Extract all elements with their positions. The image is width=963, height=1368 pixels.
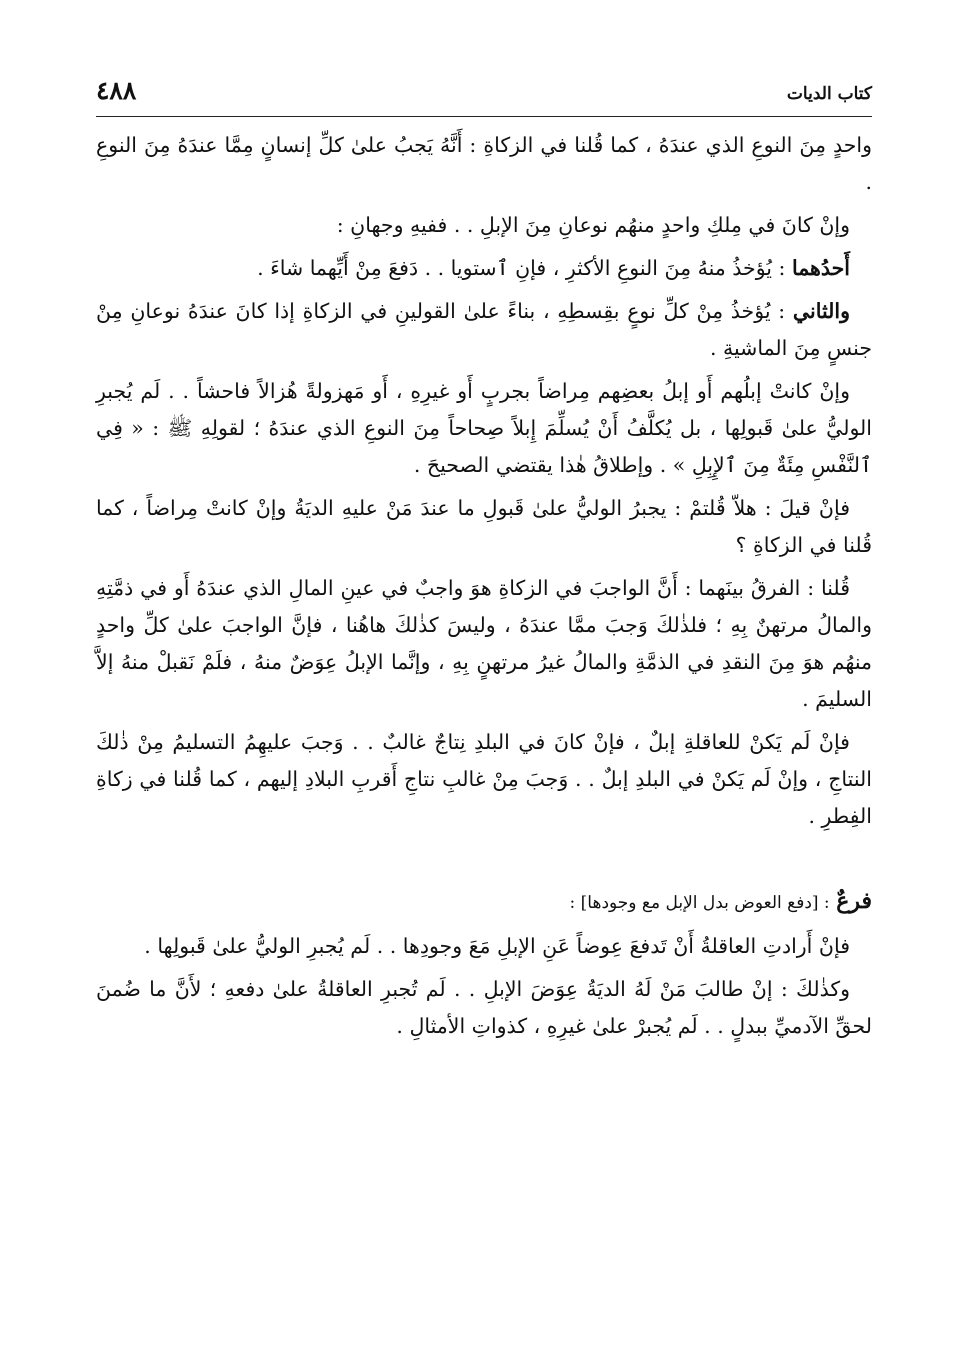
section-gap xyxy=(96,841,872,883)
paragraph-6: فإنْ قيلَ : هلاّ قُلتمْ : يجبرُ الوليُّ علىٰ قَبولِ ما عندَ مَنْ عليهِ الديَةُ وإنْ كانتْ مِراضاً ، كما قُلنا في الزكاةِ ؟ xyxy=(96,496,872,557)
branch-label: فرعٌ xyxy=(836,888,872,914)
book-page xyxy=(96,76,872,1316)
paragraph-4 xyxy=(96,293,872,367)
second-view-label: والثاني xyxy=(792,299,850,323)
running-title: كتاب الديات xyxy=(786,84,872,104)
branch-heading xyxy=(96,883,872,922)
paragraph-8: فإنْ لَم يَكنْ للعاقلةِ إبلٌ ، فإنْ كانَ في البلدِ نِتاجٌ غالبٌ . . وَجبَ عليهِمُ التسليمُ مِنْ ذٰلكَ النتاجِ ، وإنْ لَم يَكنْ في البلدِ إبلٌ . . وَجبَ مِنْ غالبِ نتاجِ أَقربِ البلادِ إليهم ، كما قُلنا في زكاةِ الفِطرِ . xyxy=(96,730,872,828)
first-view-text: : يُؤخذُ منهُ مِنَ النوعِ الأكثرِ ، فإنِ ٱستويا . . دَفعَ مِنْ أَيِّهما شاءَ . xyxy=(257,256,786,280)
page-header xyxy=(96,76,872,117)
page-body xyxy=(96,127,872,1045)
paragraph-1: واحدٍ مِنَ النوعِ الذي عندَهُ ، كما قُلنا في الزكاةِ : أَنَّهُ يَجبُ علىٰ كلِّ إنسانٍ مِمَّا عندَهُ مِنَ النوعِ . xyxy=(96,133,872,194)
second-view-text: : يُؤخذُ مِنْ كلِّ نوعٍ بقِسطِهِ ، بناءً علىٰ القولينِ في الزكاةِ إذا كانَ عندَهُ نوعانِ مِنْ جنسٍ مِنَ الماشيةِ . xyxy=(96,299,872,360)
page-number: ٤٨٨ xyxy=(96,76,137,105)
paragraph-3 xyxy=(96,250,872,287)
paragraph-5: وإنْ كانتْ إبلُهم أَو إبلُ بعضِهم مِراضاً بجربٍ أَو غيرِهِ ، أَو مَهزولةً هُزالاً فاحشاً . . لَم يُجبرِ الوليُّ علىٰ قَبولِها ، بل يُكلَّفُ أَنْ يُسلِّمَ إِبلاً صِحاحاً مِنَ النوعِ الذي عندَهُ ؛ لقولِهِ ﷺ : « فِي ٱلنَّفْسِ مِئَةٌ مِنَ ٱلإِبِلِ » . وإطلاقُ هٰذا يقتضي الصحيحَ . xyxy=(96,379,872,477)
branch-subtitle: : [دفع العوض بدل الإبل مع وجودها] : xyxy=(569,893,830,913)
paragraph-7: قُلنا : الفرقُ بينَهما : أَنَّ الواجبَ في الزكاةِ هوَ واجبٌ في عينِ المالِ الذي عندَهُ أَو في ذمَّتِهِ والمالُ مرتهنٌ بِهِ ؛ فلذٰلكَ وَجبَ ممَّا عندَهُ ، وليسَ كذٰلكَ هاهُنا ، فإنَّ الواجبَ علىٰ كلِّ واحدٍ منهُم هوَ مِنَ النقدِ في الذمَّةِ والمالُ غيرُ مرتهنٍ بِهِ ، وإنَّما الإبلُ عِوَضٌ منهُ ، فلَمْ نَقبلْ منهُ إلاَّ السليمَ . xyxy=(96,576,872,711)
paragraph-10: وكذٰلكَ : إنْ طالبَ مَنْ لَهُ الديَةُ عِوَضَ الإبلِ . . لَم تُجبرِ العاقلةُ علىٰ دفعهِ ؛ لأَنَّ ما ضُمنَ لحقِّ الآدميِّ ببدلٍ . . لَم يُجبرْ علىٰ غيرِهِ ، كذواتِ الأمثالِ . xyxy=(96,977,872,1038)
paragraph-2: وإنْ كانَ في مِلكِ واحدٍ منهُم نوعانِ مِنَ الإبلِ . . ففيهِ وجهانِ : xyxy=(336,213,850,237)
first-view-label: أَحدُهما xyxy=(791,256,850,280)
paragraph-9: فإنْ أَرادتِ العاقلةُ أَنْ تَدفعَ عِوضاً عَنِ الإبلِ مَعَ وجودِها . . لَم يُجبرِ الوليُّ علىٰ قَبولِها . xyxy=(144,934,850,958)
